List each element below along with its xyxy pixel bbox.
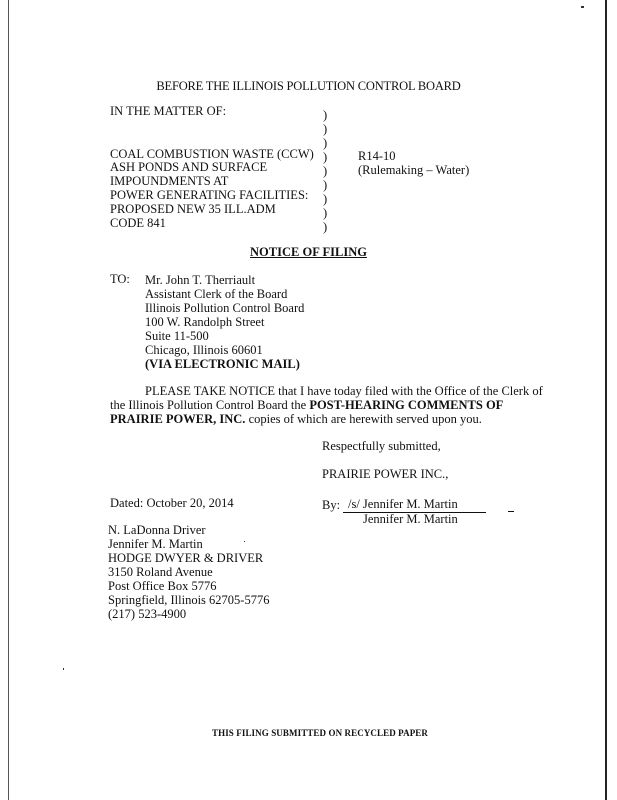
counsel-line: (217) 523-4900: [108, 607, 187, 621]
scan-edge-line: [8, 0, 9, 800]
body-line-1: PLEASE TAKE NOTICE that I have today filed with the Office of the Clerk of: [145, 384, 543, 398]
addressee-line: Mr. John T. Therriault: [145, 273, 256, 287]
paren: ): [323, 220, 328, 234]
caption-line: IMPOUNDMENTS AT: [110, 174, 229, 188]
respectfully-submitted: Respectfully submitted,: [322, 439, 441, 453]
dated-line: Dated: October 20, 2014: [110, 496, 234, 510]
body-line-2-text: the Illinois Pollution Control Board the: [110, 398, 310, 412]
counsel-line: 3150 Roland Avenue: [108, 565, 213, 579]
paren: ): [323, 192, 328, 206]
filing-title: POST-HEARING COMMENTS OF: [309, 398, 504, 412]
body-line-3: [110, 412, 482, 427]
caption-line: ASH PONDS AND SURFACE: [110, 160, 268, 174]
counsel-line: Springfield, Illinois 62705-5776: [108, 593, 270, 607]
scan-edge-line: [605, 0, 607, 800]
case-type: (Rulemaking – Water): [358, 163, 470, 177]
paren: ): [323, 136, 328, 150]
caption-line: COAL COMBUSTION WASTE (CCW): [110, 147, 314, 161]
caption-line: POWER GENERATING FACILITIES:: [110, 188, 309, 202]
counsel-line: N. LaDonna Driver: [108, 523, 206, 537]
party-name: PRAIRIE POWER, INC.: [110, 412, 246, 426]
scan-speck: [244, 541, 245, 542]
document-heading: BEFORE THE ILLINOIS POLLUTION CONTROL BOARD: [156, 79, 461, 93]
paren: ): [323, 122, 328, 136]
in-the-matter-of: IN THE MATTER OF:: [110, 104, 227, 118]
signature-line: [343, 498, 486, 513]
by-label: By:: [322, 498, 341, 512]
party-signature-name: PRAIRIE POWER INC.,: [322, 467, 449, 481]
counsel-line: Post Office Box 5776: [108, 579, 217, 593]
paren: ): [323, 108, 328, 122]
scan-speck: [581, 6, 584, 8]
body-line-3-text: copies of which are herewith served upon you.: [245, 412, 482, 426]
counsel-line: Jennifer M. Martin: [108, 537, 203, 551]
signature-dash: [508, 511, 514, 512]
to-label: TO:: [110, 272, 130, 286]
paren: ): [323, 178, 328, 192]
via-electronic-mail: (VIA ELECTRONIC MAIL): [145, 357, 300, 371]
body-line-2: [110, 398, 503, 413]
paren: ): [323, 206, 328, 220]
notice-title: NOTICE OF FILING: [250, 245, 367, 259]
addressee-line: Illinois Pollution Control Board: [145, 301, 305, 315]
signature: /s/ Jennifer M. Martin: [348, 497, 458, 511]
addressee-line: Suite 11-500: [145, 329, 209, 343]
caption-line: CODE 841: [110, 216, 166, 230]
recycled-paper-footer: THIS FILING SUBMITTED ON RECYCLED PAPER: [211, 728, 428, 738]
addressee-line: Assistant Clerk of the Board: [145, 287, 288, 301]
addressee-line: Chicago, Illinois 60601: [145, 343, 263, 357]
caption-line: PROPOSED NEW 35 ILL.ADM: [110, 202, 276, 216]
paren: ): [323, 150, 328, 164]
counsel-line: HODGE DWYER & DRIVER: [108, 551, 264, 565]
addressee-line: 100 W. Randolph Street: [145, 315, 265, 329]
paren: ): [323, 164, 328, 178]
signer-name: Jennifer M. Martin: [363, 512, 458, 526]
case-number: R14-10: [358, 149, 396, 163]
scan-speck: [63, 668, 64, 670]
